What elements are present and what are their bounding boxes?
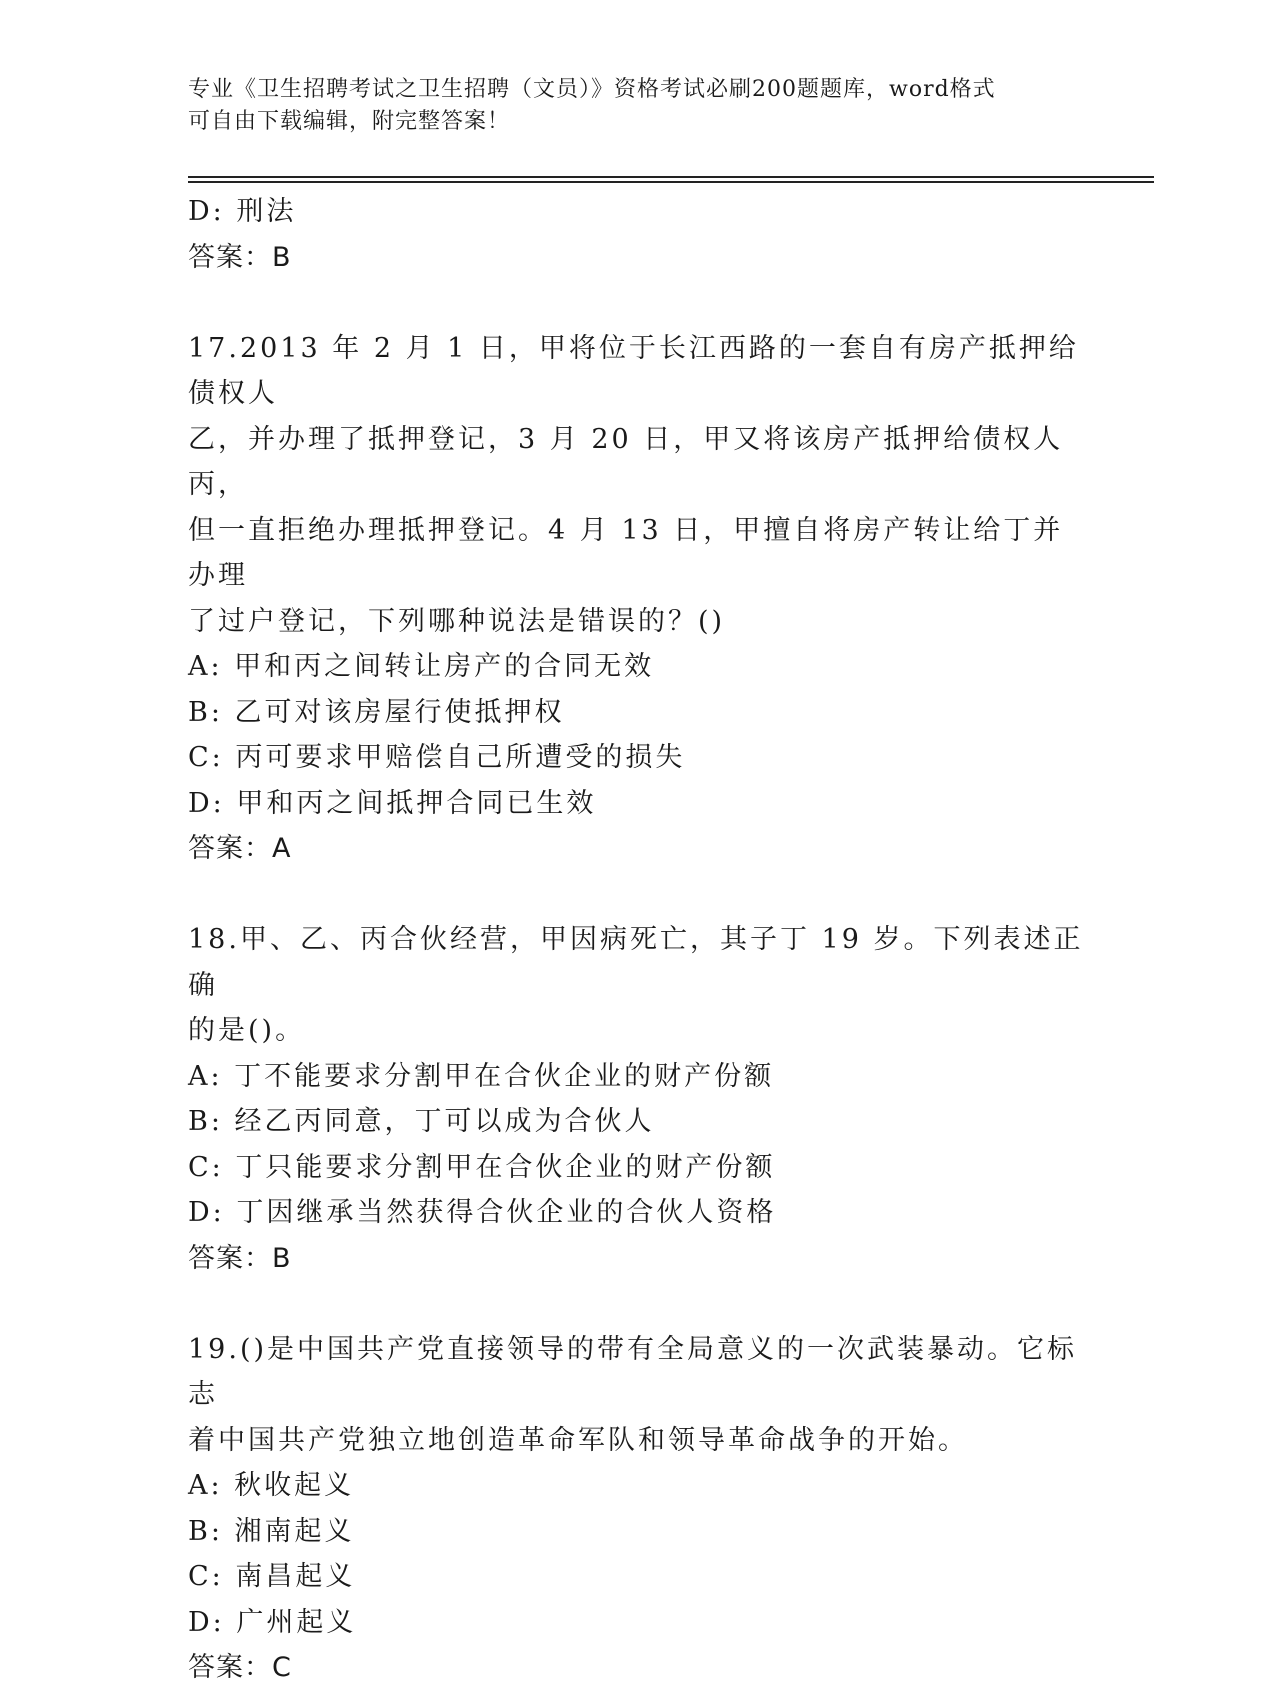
question-text-line: 19.()是中国共产党直接领导的带有全局意义的一次武装暴动。它标志 — [188, 1333, 1078, 1410]
header-line-2: 可自由下载编辑，附完整答案！ — [188, 109, 511, 134]
option-d: D: 甲和丙之间抵押合同已生效 — [188, 787, 597, 819]
question-text-line: 但一直拒绝办理抵押登记。4 月 13 日，甲擅自将房产转让给丁并办理 — [188, 514, 1064, 591]
question-text-line: 17.2013 年 2 月 1 日，甲将位于长江西路的一套自有房产抵押给债权人 — [188, 332, 1079, 409]
spacer — [188, 872, 1088, 918]
option-d: D: 丁因继承当然获得合伙企业的合伙人资格 — [188, 1197, 777, 1228]
question-18 — [188, 917, 1088, 1281]
option-b: B: 经乙丙同意，丁可以成为合伙人 — [188, 1106, 655, 1137]
spacer — [188, 1281, 1088, 1327]
option-a: A: 甲和丙之间转让房产的合同无效 — [188, 651, 655, 682]
question-16-tail — [188, 189, 1088, 280]
option-d: D: 刑法 — [188, 196, 297, 227]
answer: 答案：B — [188, 241, 292, 273]
question-text-line: 18.甲、乙、丙合伙经营，甲因病死亡，其子丁 19 岁。下列表述正确 — [188, 924, 1084, 1001]
option-b: B: 湘南起义 — [188, 1515, 355, 1547]
option-c: C: 南昌起义 — [188, 1561, 356, 1592]
answer: 答案：B — [188, 1242, 292, 1274]
question-text-line: 着中国共产党独立地创造革命军队和领导革命战争的开始。 — [188, 1424, 968, 1456]
header-rule-top — [188, 176, 1154, 178]
option-c: C: 丁只能要求分割甲在合伙企业的财产份额 — [188, 1151, 776, 1183]
option-a: A: 秋收起义 — [188, 1470, 355, 1501]
option-b: B: 乙可对该房屋行使抵押权 — [188, 696, 565, 728]
question-text-line: 的是()。 — [188, 1015, 306, 1046]
document-header — [188, 74, 1068, 138]
question-17 — [188, 326, 1088, 872]
answer: 答案：A — [188, 833, 292, 864]
question-19 — [188, 1327, 1088, 1691]
question-text-line: 了过户登记，下列哪种说法是错误的？() — [188, 605, 726, 637]
header-line-1: 专业《卫生招聘考试之卫生招聘（文员）》资格考试必刷200题题库，word格式 — [188, 77, 996, 102]
question-list — [188, 189, 1088, 1691]
option-a: A: 丁不能要求分割甲在合伙企业的财产份额 — [188, 1060, 775, 1092]
header-rule-bottom — [188, 181, 1154, 183]
option-d: D: 广州起义 — [188, 1606, 357, 1638]
answer: 答案：C — [188, 1652, 292, 1683]
option-c: C: 丙可要求甲赔偿自己所遭受的损失 — [188, 742, 686, 773]
question-text-line: 乙，并办理了抵押登记，3 月 20 日，甲又将该房产抵押给债权人丙， — [188, 423, 1064, 500]
spacer — [188, 280, 1088, 326]
